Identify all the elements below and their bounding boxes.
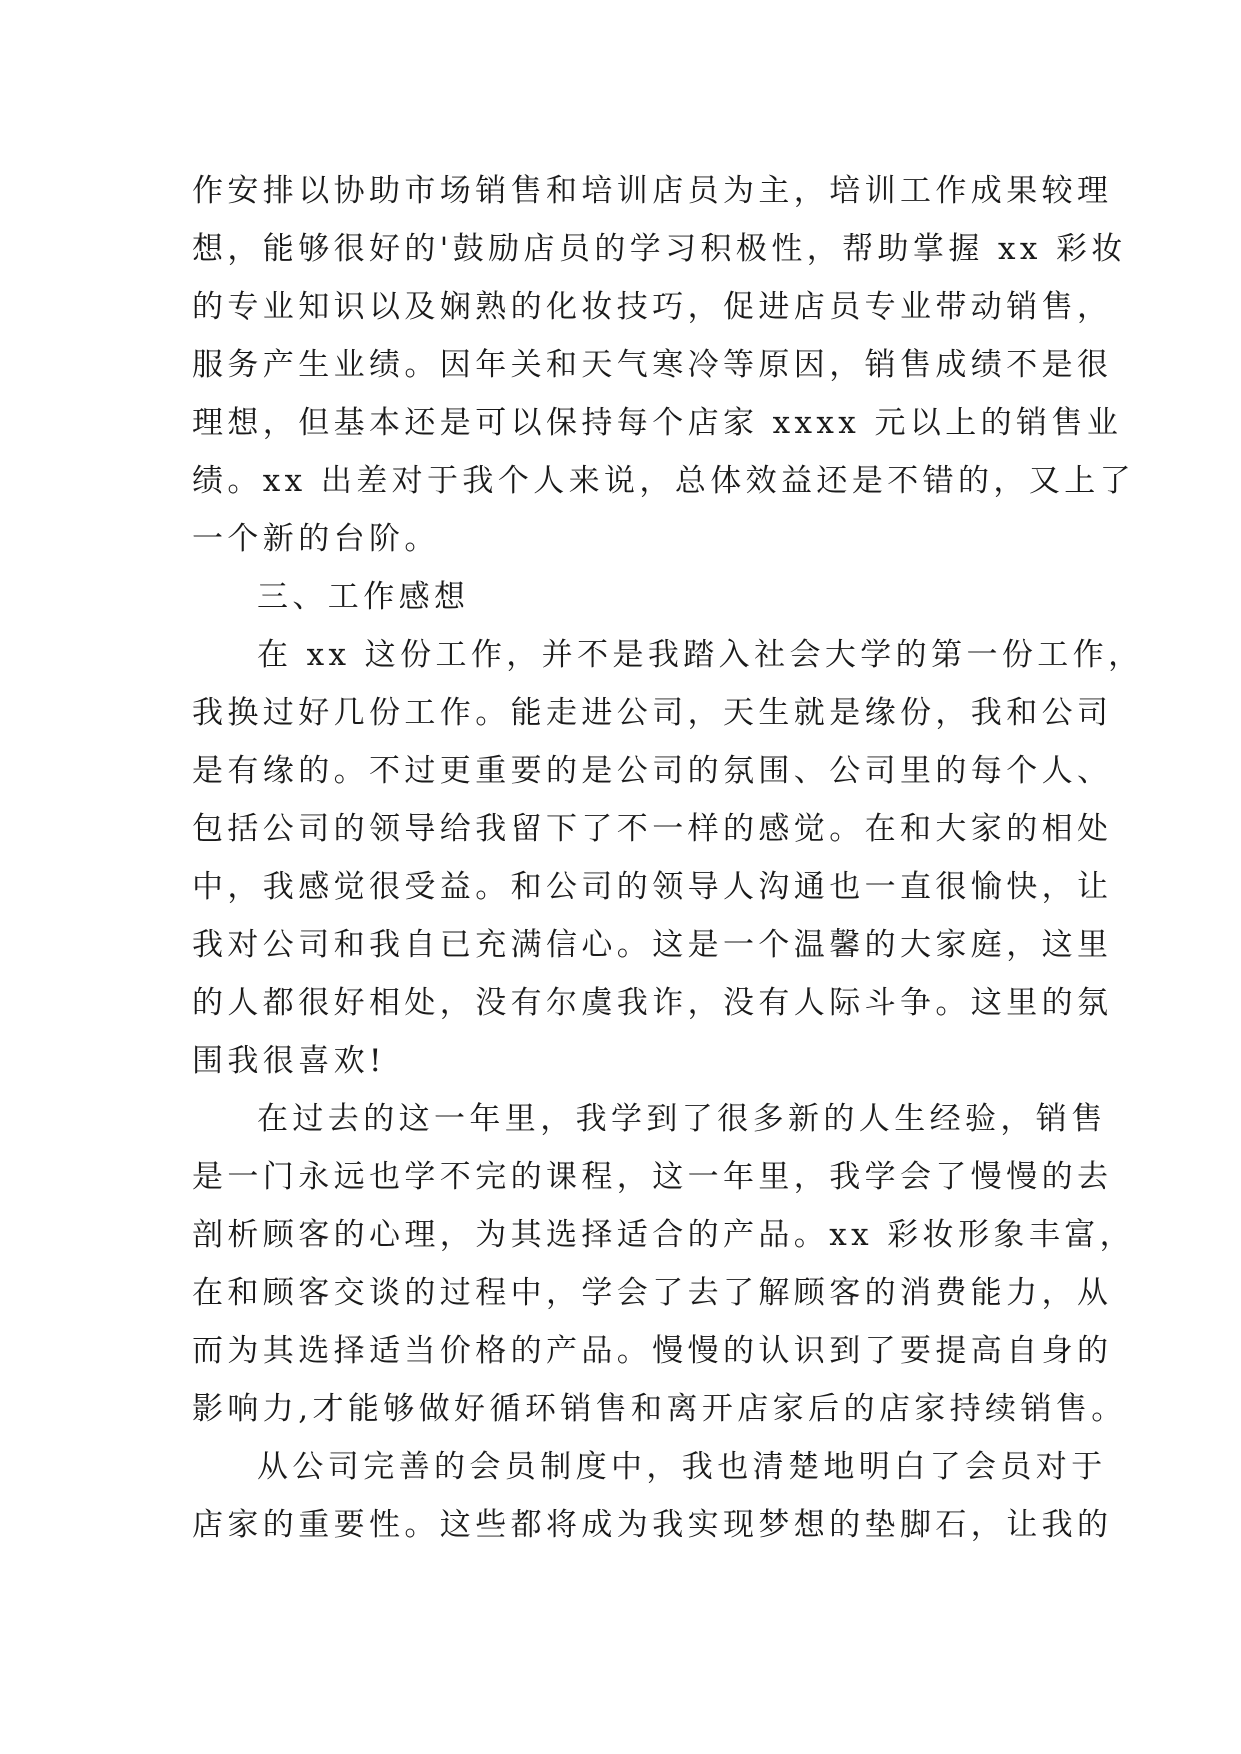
text-line: 在过去的这一年里，我学到了很多新的人生经验，销售 (257, 1101, 1107, 1137)
paragraph (192, 1090, 1136, 1438)
text-line: 而为其选择适当价格的产品。慢慢的认识到了要提高自身的 (192, 1333, 1113, 1369)
paragraph (192, 1438, 1113, 1554)
text-line: 我换过好几份工作。能走进公司，天生就是缘份，我和公司 (192, 695, 1113, 731)
document-body (192, 162, 1144, 1554)
text-line: 从公司完善的会员制度中，我也清楚地明白了会员对于 (257, 1449, 1107, 1485)
text-line: 服务产生业绩。因年关和天气寒冷等原因，销售成绩不是很 (192, 347, 1113, 383)
text-line: 是有缘的。不过更重要的是公司的氛围、公司里的每个人、 (192, 753, 1113, 789)
text-line: 作安排以协助市场销售和培训店员为主，培训工作成果较理 (192, 173, 1113, 209)
text-line: 是一门永远也学不完的课程，这一年里，我学会了慢慢的去 (192, 1159, 1113, 1195)
paragraph-continued (192, 162, 1136, 568)
text-line: 中，我感觉很受益。和公司的领导人沟通也一直很愉快，让 (192, 869, 1113, 905)
text-line: 包括公司的领导给我留下了不一样的感觉。在和大家的相处 (192, 811, 1113, 847)
text-line: 一个新的台阶。 (192, 521, 440, 557)
text-line: 的专业知识以及娴熟的化妆技巧，促进店员专业带动销售， (192, 289, 1113, 325)
text-line: 想，能够很好的'鼓励店员的学习积极性，帮助掌握 xx 彩妆 (192, 231, 1127, 267)
paragraph (192, 626, 1144, 1090)
text-line: 在和顾客交谈的过程中，学会了去了解顾客的消费能力，从 (192, 1275, 1113, 1311)
text-line: 我对公司和我自已充满信心。这是一个温馨的大家庭，这里 (192, 927, 1113, 963)
text-line: 剖析顾客的心理，为其选择适合的产品。xx 彩妆形象丰富， (192, 1217, 1136, 1253)
section-heading-text: 三、工作感想 (257, 579, 470, 615)
text-line: 理想，但基本还是可以保持每个店家 xxxx 元以上的销售业 (192, 405, 1123, 441)
text-line: 影响力,才能够做好循环销售和离开店家后的店家持续销售。 (192, 1391, 1127, 1427)
text-line: 店家的重要性。这些都将成为我实现梦想的垫脚石，让我的 (192, 1507, 1113, 1543)
text-line: 在 xx 这份工作，并不是我踏入社会大学的第一份工作， (257, 637, 1144, 673)
text-line: 的人都很好相处，没有尔虞我诈，没有人际斗争。这里的氛 (192, 985, 1113, 1021)
text-line: 围我很喜欢! (192, 1043, 386, 1079)
text-line: 绩。xx 出差对于我个人来说，总体效益还是不错的，又上了 (192, 463, 1136, 499)
section-heading (192, 568, 1072, 626)
